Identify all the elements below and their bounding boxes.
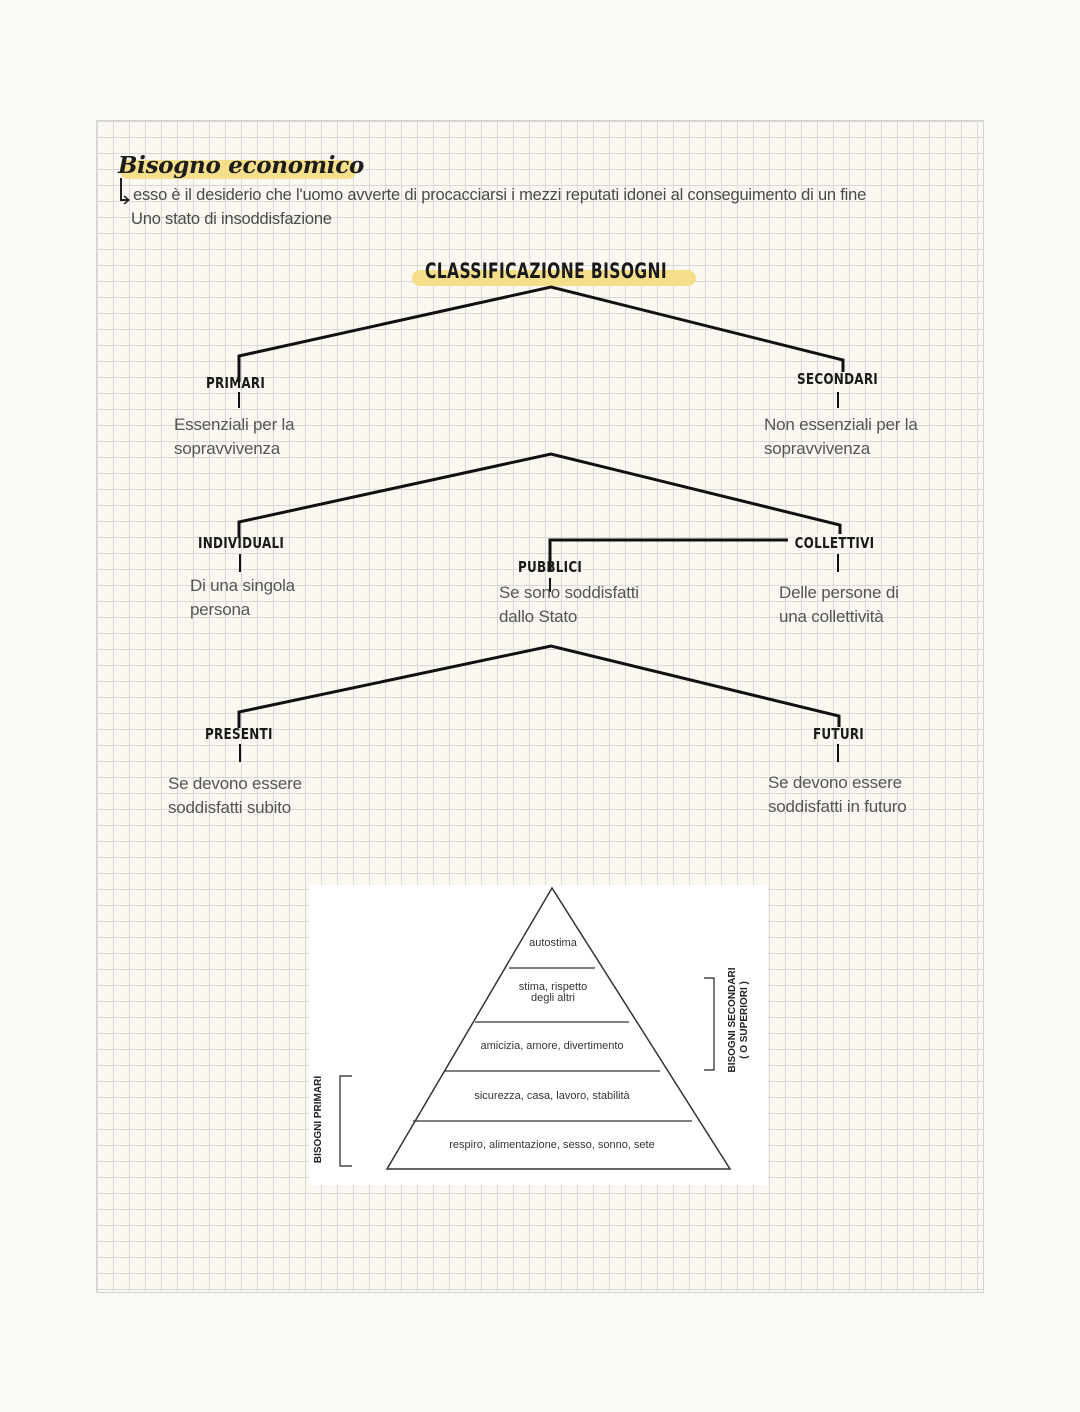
definition-line-1: esso è il desiderio che l'uomo avverte di procacciarsi i mezzi reputati idonei al conseguimento di un fine bbox=[133, 186, 867, 204]
primari-desc-line-2: sopravvivenza bbox=[174, 439, 281, 458]
pubblici-desc-line-2: dallo Stato bbox=[499, 607, 578, 626]
secondari-desc-line-1: Non essenziali per la bbox=[764, 415, 918, 434]
pyramid-level-sicurezza: sicurezza, casa, lavoro, stabilità bbox=[474, 1090, 630, 1102]
category-collettivi: COLLETTIVI bbox=[794, 534, 875, 552]
maslow-pyramid-image bbox=[309, 885, 768, 1185]
futuri-desc-line-2: soddisfatti in futuro bbox=[768, 797, 907, 816]
stima-line-2: degli altri bbox=[530, 992, 576, 1004]
collettivi-desc-line-1: Delle persone di bbox=[779, 583, 899, 602]
category-presenti: PRESENTI bbox=[205, 725, 273, 743]
category-futuri: FUTURI bbox=[813, 725, 865, 743]
individuali-desc-line-1: Di una singola bbox=[190, 576, 295, 595]
secondari-label-line-2: ( O SUPERIORI ) bbox=[739, 981, 750, 1059]
category-secondari: SECONDARI bbox=[797, 370, 879, 388]
pubblici-description bbox=[499, 581, 639, 629]
secondari-desc-line-2: sopravvivenza bbox=[764, 439, 871, 458]
primari-desc-line-1: Essenziali per la bbox=[174, 415, 295, 434]
individuali-desc-line-2: persona bbox=[190, 600, 251, 619]
presenti-description bbox=[168, 772, 302, 820]
pyramid-level-amicizia: amicizia, amore, divertimento bbox=[480, 1040, 624, 1052]
label-bisogni-primari: BISOGNI PRIMARI bbox=[313, 1075, 324, 1164]
definition-line-2: Uno stato di insoddisfazione bbox=[131, 210, 332, 228]
presenti-desc-line-2: soddisfatti subito bbox=[168, 798, 292, 817]
category-pubblici: PUBBLICI bbox=[518, 558, 583, 576]
pyramid-level-stima bbox=[503, 982, 603, 1004]
label-bisogni-secondari bbox=[727, 950, 751, 1090]
stima-line-1: stima, rispetto bbox=[518, 981, 588, 993]
individuali-description bbox=[190, 574, 295, 622]
presenti-desc-line-1: Se devono essere bbox=[168, 774, 302, 793]
pyramid-level-autostima: autostima bbox=[529, 937, 577, 949]
secondari-label-line-1: BISOGNI SECONDARI bbox=[727, 967, 738, 1073]
category-individuali: INDIVIDUALI bbox=[198, 534, 285, 552]
category-primari: PRIMARI bbox=[206, 374, 266, 392]
classification-title: CLASSIFICAZIONE BISOGNI bbox=[425, 259, 668, 283]
pyramid-level-respiro: respiro, alimentazione, sesso, sonno, sete bbox=[449, 1139, 655, 1151]
secondari-description bbox=[764, 413, 918, 461]
primari-description bbox=[174, 413, 294, 461]
futuri-desc-line-1: Se devono essere bbox=[768, 773, 902, 792]
futuri-description bbox=[768, 771, 907, 819]
pubblici-desc-line-1: Se sono soddisfatti bbox=[499, 583, 639, 602]
collettivi-description bbox=[779, 581, 899, 629]
collettivi-desc-line-2: una collettività bbox=[779, 607, 884, 626]
page-title: Bisogno economico bbox=[118, 152, 364, 179]
